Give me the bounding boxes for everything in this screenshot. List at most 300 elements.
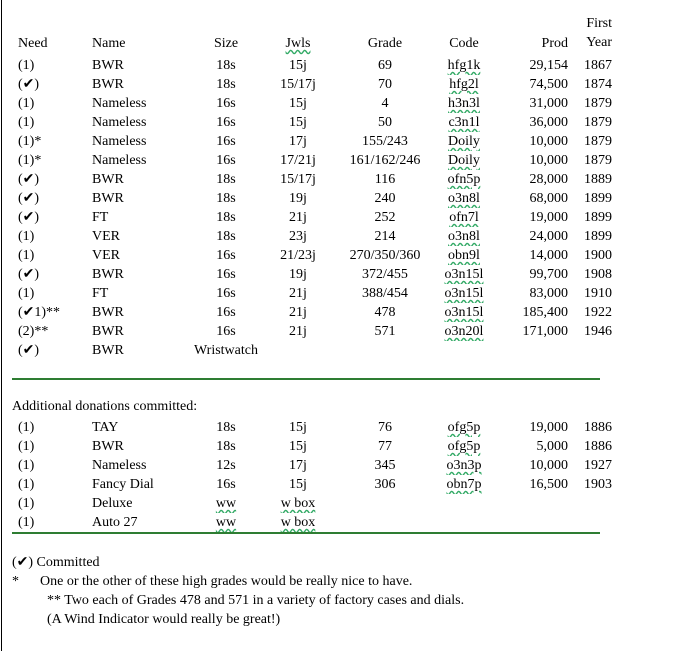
need-code-text: ofn5p: [447, 172, 481, 187]
need-cell-year: [568, 151, 612, 170]
need-cell-name: [92, 170, 194, 189]
need-year-text: 1922: [584, 305, 612, 320]
need-name-text: Nameless: [92, 134, 147, 149]
donation-cell-need: [12, 456, 92, 475]
need-jwls-text: 17/21j: [280, 153, 316, 168]
donation-jwls-text: 15j: [289, 439, 307, 454]
need-prod-text: 74,500: [529, 77, 568, 92]
donation-cell-prod: [496, 513, 568, 532]
need-prod-text: 24,000: [529, 229, 568, 244]
need-cell-size: [194, 170, 258, 189]
need-year-text: 1867: [584, 58, 612, 73]
need-cell-size: [194, 208, 258, 227]
need-cell-year: [568, 94, 612, 113]
need-cell-jwls: [258, 94, 338, 113]
need-name-text: BWR: [92, 305, 124, 320]
need-row: [12, 132, 612, 151]
donation-cell-jwls: [258, 418, 338, 437]
need-row: [12, 75, 612, 94]
need-jwls-text: 15/17j: [280, 172, 316, 187]
donation-cell-size: [194, 494, 258, 513]
need-size-text: 16s: [216, 115, 236, 130]
need-name-text: BWR: [92, 77, 124, 92]
need-prod-text: 36,000: [529, 115, 568, 130]
header-name: Name: [92, 36, 126, 51]
need-cell-name: [92, 322, 194, 341]
need-need-text: (1): [18, 229, 35, 244]
need-cell-grade: [338, 75, 432, 94]
need-cell-code: [432, 246, 496, 265]
need-size-text: 18s: [216, 172, 236, 187]
need-code-text: h3n3l: [448, 96, 480, 111]
need-cell-prod: [496, 246, 568, 265]
need-cell-prod: [496, 303, 568, 322]
legend-committed: (✔) Committed: [12, 555, 100, 570]
need-size-text: 18s: [216, 229, 236, 244]
need-cell-need: [12, 246, 92, 265]
need-cell-code: [432, 151, 496, 170]
donation-year-text: 1903: [584, 477, 612, 492]
need-grade-text: 116: [374, 172, 396, 187]
need-size-text: 16s: [216, 286, 236, 301]
need-cell-grade: [338, 284, 432, 303]
need-grade-text: 252: [374, 210, 396, 225]
donation-name-text: Deluxe: [92, 496, 133, 511]
need-cell-year: [568, 113, 612, 132]
need-cell-year: [568, 265, 612, 284]
need-name-text: Nameless: [92, 115, 147, 130]
need-year-text: 1899: [584, 210, 612, 225]
need-jwls-text: 19j: [289, 191, 307, 206]
need-year-text: 1899: [584, 191, 612, 206]
need-cell-year: [568, 227, 612, 246]
donation-cell-code: [432, 437, 496, 456]
donation-need-text: (1): [18, 515, 35, 530]
header-code: Code: [449, 36, 479, 51]
donation-cell-code: [432, 418, 496, 437]
need-cell-year: [568, 284, 612, 303]
need-cell-name: [92, 113, 194, 132]
donation-prod-text: 5,000: [536, 439, 568, 454]
need-cell-prod: [496, 341, 568, 360]
need-year-text: 1879: [584, 96, 612, 111]
need-cell-jwls: [258, 284, 338, 303]
need-need-text: (1): [18, 286, 35, 301]
need-grade-text: 571: [374, 324, 396, 339]
donation-size-text: ww: [215, 515, 237, 530]
donation-cell-year: [568, 475, 612, 494]
need-cell-code: [432, 227, 496, 246]
need-need-text: (✔1)**: [18, 305, 61, 320]
need-cell-size: [194, 75, 258, 94]
need-cell-size: [194, 284, 258, 303]
need-cell-grade: [338, 208, 432, 227]
need-code-text: Doily: [448, 153, 480, 168]
donation-cell-size: [194, 437, 258, 456]
need-code-text: ofn7l: [449, 210, 479, 225]
donation-cell-prod: [496, 494, 568, 513]
need-year-text: 1908: [584, 267, 612, 282]
need-cell-need: [12, 189, 92, 208]
need-year-text: 1879: [584, 115, 612, 130]
legend-high-grades-note: * One or the other of these high grades would be really nice to have.: [12, 574, 413, 589]
need-cell-code: [432, 303, 496, 322]
donation-name-text: Nameless: [92, 458, 147, 473]
donation-need-text: (1): [18, 458, 35, 473]
donation-jwls-text: w box: [280, 515, 316, 530]
need-need-text: (✔): [18, 267, 40, 282]
donation-cell-jwls: [258, 456, 338, 475]
need-size-text: 18s: [216, 77, 236, 92]
need-cell-prod: [496, 322, 568, 341]
legend: [12, 553, 464, 629]
need-cell-grade: [338, 322, 432, 341]
donation-cell-name: [92, 494, 194, 513]
need-row: [12, 113, 612, 132]
need-cell-name: [92, 303, 194, 322]
need-jwls-text: 15j: [289, 115, 307, 130]
need-cell-grade: [338, 341, 432, 360]
need-cell-jwls: [258, 132, 338, 151]
need-row: [12, 94, 612, 113]
need-year-text: 1889: [584, 172, 612, 187]
need-jwls-text: 15j: [289, 96, 307, 111]
need-cell-name: [92, 189, 194, 208]
need-cell-need: [12, 227, 92, 246]
need-cell-need: [12, 170, 92, 189]
donation-cell-jwls: [258, 475, 338, 494]
donation-cell-size: [194, 513, 258, 532]
need-cell-grade: [338, 151, 432, 170]
donation-row: [12, 494, 612, 513]
need-name-text: Nameless: [92, 153, 147, 168]
donation-size-text: 12s: [216, 458, 236, 473]
need-cell-code: [432, 170, 496, 189]
need-year-text: 1874: [584, 77, 612, 92]
header-jwls: [258, 14, 338, 52]
need-cell-jwls: [258, 246, 338, 265]
donation-size-text: ww: [215, 496, 237, 511]
donation-cell-year: [568, 494, 612, 513]
need-jwls-text: 21j: [289, 305, 307, 320]
need-grade-text: 4: [381, 96, 389, 111]
need-code-text: o3n15l: [444, 286, 484, 301]
need-row: [12, 151, 612, 170]
need-jwls-text: 19j: [289, 267, 307, 282]
need-cell-need: [12, 341, 92, 360]
need-cell-grade: [338, 303, 432, 322]
need-cell-grade: [338, 113, 432, 132]
need-jwls-text: 21j: [289, 210, 307, 225]
need-grade-text: 270/350/360: [349, 248, 421, 263]
need-cell-jwls: [258, 189, 338, 208]
need-cell-need: [12, 151, 92, 170]
need-cell-name: [92, 341, 194, 360]
need-prod-text: 83,000: [529, 286, 568, 301]
need-cell-prod: [496, 265, 568, 284]
need-cell-size: [194, 189, 258, 208]
need-cell-code: [432, 265, 496, 284]
need-row: [12, 322, 612, 341]
need-cell-grade: [338, 132, 432, 151]
need-need-text: (✔): [18, 343, 40, 358]
need-cell-name: [92, 246, 194, 265]
donation-cell-code: [432, 513, 496, 532]
need-cell-grade: [338, 170, 432, 189]
need-name-text: BWR: [92, 267, 124, 282]
need-year-text: 1879: [584, 153, 612, 168]
need-cell-year: [568, 56, 612, 75]
need-cell-year: [568, 246, 612, 265]
need-code-text: o3n8l: [448, 191, 480, 206]
need-cell-code: [432, 322, 496, 341]
section-divider-bottom: [12, 532, 600, 534]
need-cell-year: [568, 170, 612, 189]
donation-cell-grade: [338, 494, 432, 513]
need-need-text: (✔): [18, 77, 40, 92]
need-size-text: 18s: [216, 210, 236, 225]
need-cell-need: [12, 56, 92, 75]
need-name-text: FT: [92, 286, 109, 301]
need-cell-code: [432, 341, 496, 360]
need-prod-text: 99,700: [529, 267, 568, 282]
donation-cell-year: [568, 513, 612, 532]
additional-donations-table: [12, 418, 612, 532]
donation-cell-code: [432, 475, 496, 494]
need-code-text: hfg1k: [447, 58, 481, 73]
header-size: Size: [213, 36, 239, 51]
need-cell-jwls: [258, 227, 338, 246]
need-cell-prod: [496, 132, 568, 151]
need-cell-size: [194, 227, 258, 246]
need-cell-grade: [338, 265, 432, 284]
need-code-text: obn9l: [448, 248, 480, 263]
need-grade-text: 388/454: [362, 286, 408, 301]
header-need: Need: [18, 36, 48, 51]
need-cell-grade: [338, 227, 432, 246]
header-grade: Grade: [367, 36, 403, 51]
need-cell-need: [12, 75, 92, 94]
need-cell-need: [12, 113, 92, 132]
need-size-text: 16s: [216, 96, 236, 111]
need-name-text: VER: [92, 248, 120, 263]
need-cell-grade: [338, 189, 432, 208]
donation-year-text: 1886: [584, 439, 612, 454]
legend-wind-indicator-note: (A Wind Indicator would really be great!): [12, 612, 281, 627]
donation-year-text: 1927: [584, 458, 612, 473]
need-grade-text: 240: [374, 191, 396, 206]
donation-year-text: 1886: [584, 420, 612, 435]
need-cell-year: [568, 208, 612, 227]
need-size-text: 16s: [216, 267, 236, 282]
need-cell-code: [432, 284, 496, 303]
need-size-text: 18s: [216, 191, 236, 206]
need-cell-need: [12, 208, 92, 227]
need-code-text: hfg2l: [449, 77, 479, 92]
needs-table-header: [12, 14, 612, 52]
need-jwls-text: 15/17j: [280, 77, 316, 92]
donation-row: [12, 456, 612, 475]
need-cell-code: [432, 113, 496, 132]
need-grade-text: 50: [378, 115, 392, 130]
need-cell-prod: [496, 170, 568, 189]
need-row: [12, 189, 612, 208]
need-cell-prod: [496, 113, 568, 132]
need-year-text: 1910: [584, 286, 612, 301]
header-first-year: [568, 14, 612, 52]
need-prod-text: 10,000: [529, 134, 568, 149]
header-jwls-text: Jwls: [285, 36, 311, 51]
need-code-text: c3n1l: [448, 115, 480, 130]
need-cell-prod: [496, 189, 568, 208]
need-cell-prod: [496, 227, 568, 246]
donation-code-text: obn7p: [446, 477, 482, 492]
need-cell-size: [194, 322, 258, 341]
donation-cell-prod: [496, 475, 568, 494]
need-year-text: 1879: [584, 134, 612, 149]
donation-cell-name: [92, 456, 194, 475]
need-cell-need: [12, 132, 92, 151]
donation-jwls-text: 17j: [289, 458, 307, 473]
donation-prod-text: 19,000: [529, 420, 568, 435]
need-size-text: 16s: [216, 248, 236, 263]
need-grade-text: 372/455: [362, 267, 408, 282]
donation-size-text: 16s: [216, 477, 236, 492]
need-need-text: (1): [18, 248, 35, 263]
need-cell-code: [432, 56, 496, 75]
need-need-text: (2)**: [18, 324, 49, 339]
need-cell-prod: [496, 284, 568, 303]
need-cell-code: [432, 75, 496, 94]
donation-cell-jwls: [258, 437, 338, 456]
need-cell-name: [92, 227, 194, 246]
need-row: [12, 341, 612, 360]
need-cell-prod: [496, 56, 568, 75]
need-cell-size: [194, 151, 258, 170]
need-size-text: Wristwatch: [194, 343, 258, 358]
donation-code-text: ofg5p: [447, 420, 481, 435]
donation-cell-name: [92, 418, 194, 437]
need-code-text: o3n15l: [444, 305, 484, 320]
need-cell-size: [194, 132, 258, 151]
need-year-text: 1899: [584, 229, 612, 244]
need-prod-text: 31,000: [529, 96, 568, 111]
need-grade-text: 478: [374, 305, 396, 320]
need-row: [12, 246, 612, 265]
need-cell-grade: [338, 246, 432, 265]
need-cell-name: [92, 132, 194, 151]
need-cell-year: [568, 132, 612, 151]
donation-cell-prod: [496, 437, 568, 456]
header-prod: Prod: [541, 36, 568, 51]
need-name-text: FT: [92, 210, 109, 225]
donation-grade-text: 76: [378, 420, 392, 435]
need-need-text: (1)*: [18, 153, 42, 168]
need-prod-text: 28,000: [529, 172, 568, 187]
need-name-text: Nameless: [92, 96, 147, 111]
need-need-text: (1): [18, 115, 35, 130]
donation-need-text: (1): [18, 496, 35, 511]
donation-cell-year: [568, 437, 612, 456]
need-jwls-text: 21j: [289, 324, 307, 339]
need-jwls-text: 15j: [289, 58, 307, 73]
need-size-text: 16s: [216, 305, 236, 320]
need-row: [12, 56, 612, 75]
donation-grade-text: 345: [374, 458, 396, 473]
donation-name-text: Fancy Dial: [92, 477, 154, 492]
need-cell-need: [12, 284, 92, 303]
donation-row: [12, 437, 612, 456]
need-cell-code: [432, 208, 496, 227]
need-need-text: (1): [18, 96, 35, 111]
need-cell-code: [432, 94, 496, 113]
need-row: [12, 284, 612, 303]
needs-table: [12, 56, 612, 360]
need-cell-name: [92, 151, 194, 170]
donation-cell-grade: [338, 456, 432, 475]
header-first-line: First: [586, 16, 612, 31]
need-cell-size: [194, 113, 258, 132]
legend-grades-note: ** Two each of Grades 478 and 571 in a variety of factory cases and dials.: [12, 593, 465, 608]
section-divider-top: [12, 378, 600, 380]
need-jwls-text: 21/23j: [280, 248, 316, 263]
donation-grade-text: 306: [374, 477, 396, 492]
need-cell-need: [12, 94, 92, 113]
left-border-line: [1, 0, 2, 651]
need-cell-code: [432, 132, 496, 151]
need-year-text: 1900: [584, 248, 612, 263]
donation-jwls-text: 15j: [289, 477, 307, 492]
need-need-text: (✔): [18, 172, 40, 187]
need-grade-text: 155/243: [362, 134, 408, 149]
need-size-text: 18s: [216, 58, 236, 73]
need-cell-jwls: [258, 341, 338, 360]
donation-cell-prod: [496, 418, 568, 437]
need-cell-grade: [338, 56, 432, 75]
need-jwls-text: 23j: [289, 229, 307, 244]
donation-cell-jwls: [258, 494, 338, 513]
need-prod-text: 171,000: [522, 324, 568, 339]
need-cell-name: [92, 284, 194, 303]
donation-name-text: BWR: [92, 439, 124, 454]
need-prod-text: 68,000: [529, 191, 568, 206]
donation-cell-size: [194, 418, 258, 437]
donation-cell-jwls: [258, 513, 338, 532]
donation-need-text: (1): [18, 439, 35, 454]
donation-cell-grade: [338, 418, 432, 437]
donation-need-text: (1): [18, 420, 35, 435]
need-cell-prod: [496, 75, 568, 94]
need-prod-text: 185,400: [522, 305, 568, 320]
need-code-text: o3n15l: [444, 267, 484, 282]
donation-cell-grade: [338, 437, 432, 456]
donation-jwls-text: w box: [280, 496, 316, 511]
need-year-text: 1946: [584, 324, 612, 339]
need-cell-need: [12, 303, 92, 322]
need-cell-size: [194, 265, 258, 284]
need-cell-need: [12, 265, 92, 284]
need-prod-text: 19,000: [529, 210, 568, 225]
need-need-text: (✔): [18, 191, 40, 206]
need-cell-jwls: [258, 151, 338, 170]
need-need-text: (1): [18, 58, 35, 73]
need-cell-jwls: [258, 56, 338, 75]
need-jwls-text: 17j: [289, 134, 307, 149]
donation-row: [12, 513, 612, 532]
donation-cell-need: [12, 494, 92, 513]
donation-jwls-text: 15j: [289, 420, 307, 435]
need-cell-name: [92, 265, 194, 284]
